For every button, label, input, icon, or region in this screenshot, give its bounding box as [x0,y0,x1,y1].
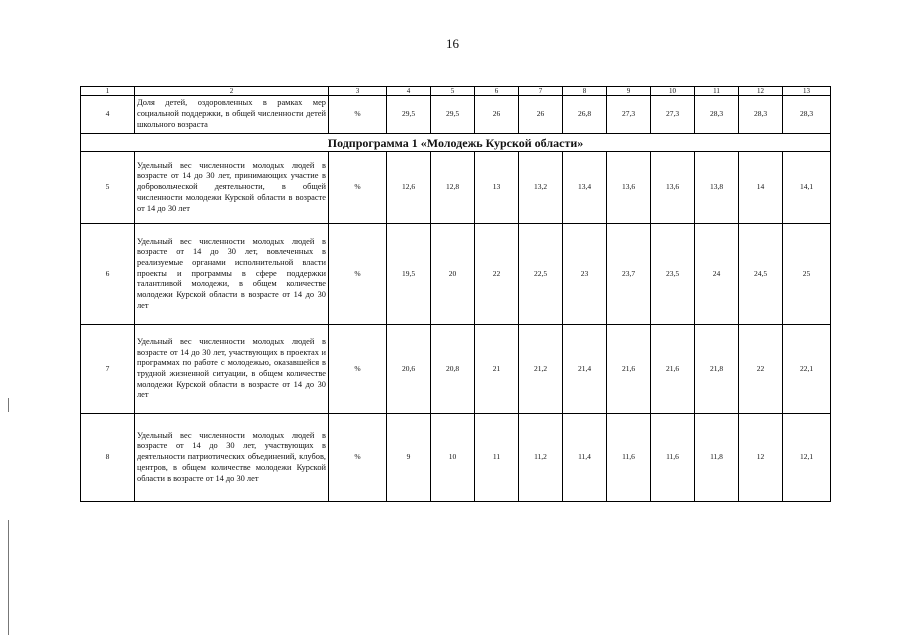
column-number: 3 [329,87,387,96]
value-cell: 13,4 [563,152,607,224]
value-cell: 21,6 [651,325,695,414]
value-cell: 13,6 [651,152,695,224]
value-cell: 27,3 [607,96,651,134]
value-cell: 19,5 [387,224,431,325]
value-cell: 20 [431,224,475,325]
table-row [81,224,831,325]
value-cell: 11,6 [651,414,695,502]
table-row [81,96,831,134]
value-cell: 28,3 [695,96,739,134]
column-number: 6 [475,87,519,96]
margin-mark-bottom [8,520,9,635]
column-number: 4 [387,87,431,96]
value-cell: 14 [739,152,783,224]
table-row [81,325,831,414]
unit-cell: % [329,224,387,325]
value-cell: 12,8 [431,152,475,224]
unit-cell: % [329,414,387,502]
column-number: 7 [519,87,563,96]
value-cell: 11,4 [563,414,607,502]
value-cell: 10 [431,414,475,502]
column-number: 1 [81,87,135,96]
column-number: 10 [651,87,695,96]
value-cell: 21,6 [607,325,651,414]
value-cell: 27,3 [651,96,695,134]
row-number: 6 [81,224,135,325]
value-cell: 21,8 [695,325,739,414]
column-number: 5 [431,87,475,96]
value-cell: 28,3 [783,96,831,134]
value-cell: 11 [475,414,519,502]
value-cell: 12 [739,414,783,502]
value-cell: 23,5 [651,224,695,325]
row-number: 5 [81,152,135,224]
value-cell: 25 [783,224,831,325]
subprogram-title: Подпрограмма 1 «Молодежь Курской области» [81,134,831,152]
row-number: 7 [81,325,135,414]
column-number: 2 [135,87,329,96]
unit-cell: % [329,152,387,224]
page-number: 16 [446,36,459,51]
value-cell: 13,2 [519,152,563,224]
value-cell: 26,8 [563,96,607,134]
value-cell: 13,8 [695,152,739,224]
unit-cell: % [329,325,387,414]
value-cell: 11,2 [519,414,563,502]
column-number: 9 [607,87,651,96]
value-cell: 22,1 [783,325,831,414]
value-cell: 24 [695,224,739,325]
indicator-description: Удельный вес численности молодых людей в возрасте от 14 до 30 лет, принимающих участие в добровольческой деятельности, в общей численности молодежи Курской области в возрасте от 14 до 30 лет [135,152,329,224]
row-number: 8 [81,414,135,502]
value-cell: 13 [475,152,519,224]
indicator-description: Доля детей, оздоровленных в рамках мер социальной поддержки, в общей численности детей школьного возраста [135,96,329,134]
indicator-description: Удельный вес численности молодых людей в возрасте от 14 до 30 лет, участвующих в проектах и программах по работе с молодежью, оказавшейся в трудной жизненной ситуации, в общем количестве молодежи Курской области в возрасте от 14 до 30 лет [135,325,329,414]
indicator-description: Удельный вес численности молодых людей в возрасте от 14 до 30 лет, вовлеченных в реализуемые органами исполнительной власти проекты и программы в сфере поддержки талантливой молодежи, в общем количестве молодежи Курской области в возрасте от 14 до 30 лет [135,224,329,325]
value-cell: 21,4 [563,325,607,414]
value-cell: 11,6 [607,414,651,502]
margin-mark-top [8,398,9,412]
unit-cell: % [329,96,387,134]
value-cell: 26 [519,96,563,134]
indicators-table [80,86,831,502]
value-cell: 20,8 [431,325,475,414]
value-cell: 22 [739,325,783,414]
value-cell: 13,6 [607,152,651,224]
value-cell: 28,3 [739,96,783,134]
value-cell: 24,5 [739,224,783,325]
row-number: 4 [81,96,135,134]
table-row [81,152,831,224]
subprogram-row [81,134,831,152]
value-cell: 12,1 [783,414,831,502]
indicator-description: Удельный вес численности молодых людей в возрасте от 14 до 30 лет, участвующих в деятельности патриотических объединений, клубов, центров, в общем количестве молодежи Курской области в возрасте от 14 до 30 лет [135,414,329,502]
value-cell: 29,5 [431,96,475,134]
value-cell: 14,1 [783,152,831,224]
column-number-row [81,87,831,96]
value-cell: 21,2 [519,325,563,414]
table-row [81,414,831,502]
column-number: 11 [695,87,739,96]
column-number: 12 [739,87,783,96]
column-number: 13 [783,87,831,96]
value-cell: 12,6 [387,152,431,224]
value-cell: 21 [475,325,519,414]
value-cell: 11,8 [695,414,739,502]
value-cell: 20,6 [387,325,431,414]
value-cell: 26 [475,96,519,134]
value-cell: 22 [475,224,519,325]
value-cell: 23 [563,224,607,325]
value-cell: 22,5 [519,224,563,325]
value-cell: 29,5 [387,96,431,134]
column-number: 8 [563,87,607,96]
value-cell: 23,7 [607,224,651,325]
value-cell: 9 [387,414,431,502]
